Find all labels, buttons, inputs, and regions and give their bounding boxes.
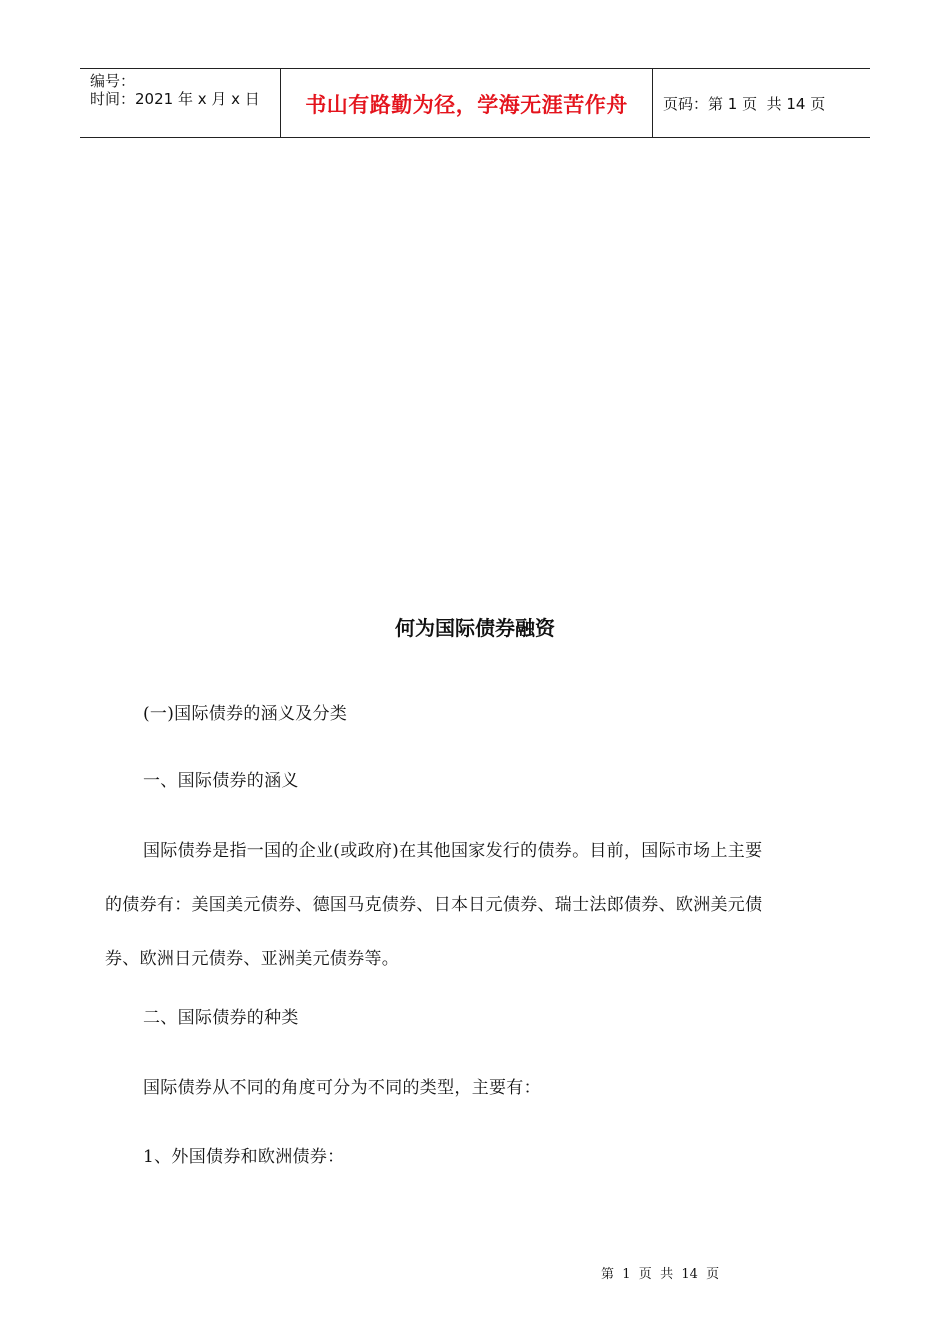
paragraph-1	[105, 839, 840, 1001]
header-table	[80, 68, 870, 138]
document-title: 何为国际债券融资	[395, 616, 555, 640]
header-page-info: 页码：第 1 页 共 14 页	[663, 94, 826, 113]
header-motto: 书山有路勤为径，学海无涯苦作舟	[281, 69, 653, 137]
header-left-cell	[80, 69, 281, 137]
header-right-cell	[653, 69, 870, 137]
paragraph-1-line: 国际债券是指一国的企业(或政府)在其他国家发行的债券。目前，国际市场上主要	[143, 841, 763, 861]
heading-1: 一、国际债券的涵义	[143, 771, 299, 791]
list-item-1: 1、外国债券和欧洲债券：	[143, 1147, 345, 1167]
heading-2: 二、国际债券的种类	[143, 1008, 299, 1028]
paragraph-1-line: 的债券有：美国美元债券、德国马克债券、日本日元债券、瑞士法郎债券、欧洲美元债	[105, 895, 763, 915]
section-heading: (一)国际债券的涵义及分类	[143, 704, 348, 724]
number-label: 编号：	[90, 72, 136, 90]
paragraph-2: 国际债券从不同的角度可分为不同的类型，主要有：	[143, 1078, 541, 1098]
page-footer: 第 1 页 共 14 页	[601, 1267, 720, 1282]
paragraph-1-line: 券、欧洲日元债券、亚洲美元债券等。	[105, 949, 400, 969]
time-label: 时间：2021 年 x 月 x 日	[90, 90, 260, 108]
